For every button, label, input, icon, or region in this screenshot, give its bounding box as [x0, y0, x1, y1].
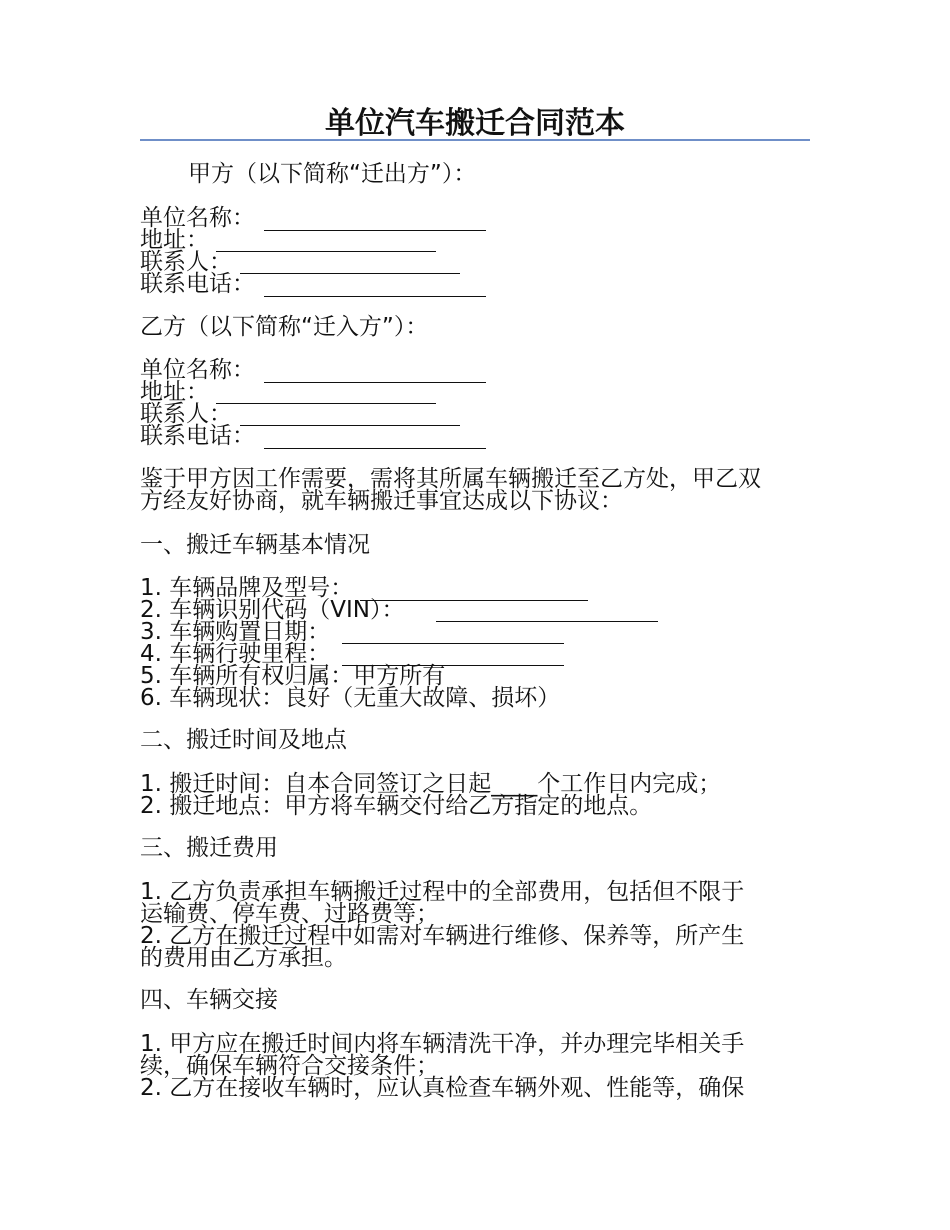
section-2-item-2: 2. 搬迁地点：甲方将车辆交付给乙方指定的地点。	[140, 793, 653, 819]
title-divider	[140, 139, 810, 141]
section-3-line-4: 的费用由乙方承担。	[140, 945, 347, 971]
party-b-contact-blank	[240, 425, 460, 426]
section-1-item-3: 3. 车辆购置日期：	[140, 619, 331, 645]
section-3-line-1: 1. 乙方负责承担车辆搬迁过程中的全部费用，包括但不限于	[140, 879, 745, 905]
section-2-item-1: 1. 搬迁时间：自本合同签订之日起____个工作日内完成；	[140, 771, 722, 797]
party-a-contact-blank	[240, 273, 460, 274]
purchase-date-blank	[342, 643, 564, 644]
section-4-line-3: 2. 乙方在接收车辆时，应认真检查车辆外观、性能等，确保	[140, 1075, 745, 1101]
section-1-heading: 一、搬迁车辆基本情况	[140, 532, 370, 558]
party-a-heading: 甲方（以下简称“迁出方”）：	[188, 161, 477, 187]
section-1-item-4: 4. 车辆行驶里程：	[140, 641, 331, 667]
section-2-heading: 二、搬迁时间及地点	[140, 727, 347, 753]
party-a-unit-name-label: 单位名称：	[140, 205, 255, 231]
party-b-contact-label: 联系人：	[140, 401, 232, 427]
party-a-address-blank	[216, 251, 436, 252]
section-1-item-1: 1. 车辆品牌及型号：	[140, 575, 354, 601]
section-3-heading: 三、搬迁费用	[140, 835, 278, 861]
party-a-address-label: 地址：	[140, 227, 209, 253]
section-1-item-6: 6. 车辆现状：良好（无重大故障、损坏）	[140, 685, 561, 711]
section-1-item-2: 2. 车辆识别代码（VIN）：	[140, 597, 405, 623]
document-title: 单位汽车搬迁合同范本	[325, 106, 625, 141]
section-1-item-5: 5. 车辆所有权归属：甲方所有	[140, 663, 446, 689]
party-b-address-blank	[216, 403, 436, 404]
party-b-unit-name-label: 单位名称：	[140, 357, 255, 383]
party-a-unit-name-blank	[264, 230, 486, 231]
preamble-line-1: 鉴于甲方因工作需要，需将其所属车辆搬迁至乙方处，甲乙双	[140, 466, 761, 492]
section-4-heading: 四、车辆交接	[140, 987, 278, 1013]
party-b-phone-label: 联系电话：	[140, 423, 255, 449]
party-b-address-label: 地址：	[140, 379, 209, 405]
section-3-line-2: 运输费、停车费、过路费等；	[140, 901, 439, 927]
party-b-unit-name-blank	[264, 382, 486, 383]
section-4-line-2: 续，确保车辆符合交接条件；	[140, 1053, 439, 1079]
section-3-line-3: 2. 乙方在搬迁过程中如需对车辆进行维修、保养等，所产生	[140, 923, 745, 949]
section-4-line-1: 1. 甲方应在搬迁时间内将车辆清洗干净，并办理完毕相关手	[140, 1031, 745, 1057]
party-a-contact-label: 联系人：	[140, 249, 232, 275]
party-b-phone-blank	[264, 448, 486, 449]
party-b-heading: 乙方（以下简称“迁入方”）：	[140, 314, 429, 340]
party-a-phone-label: 联系电话：	[140, 271, 255, 297]
party-a-phone-blank	[264, 296, 486, 297]
vin-blank	[436, 621, 658, 622]
preamble-line-2: 方经友好协商，就车辆搬迁事宜达成以下协议：	[140, 488, 623, 514]
